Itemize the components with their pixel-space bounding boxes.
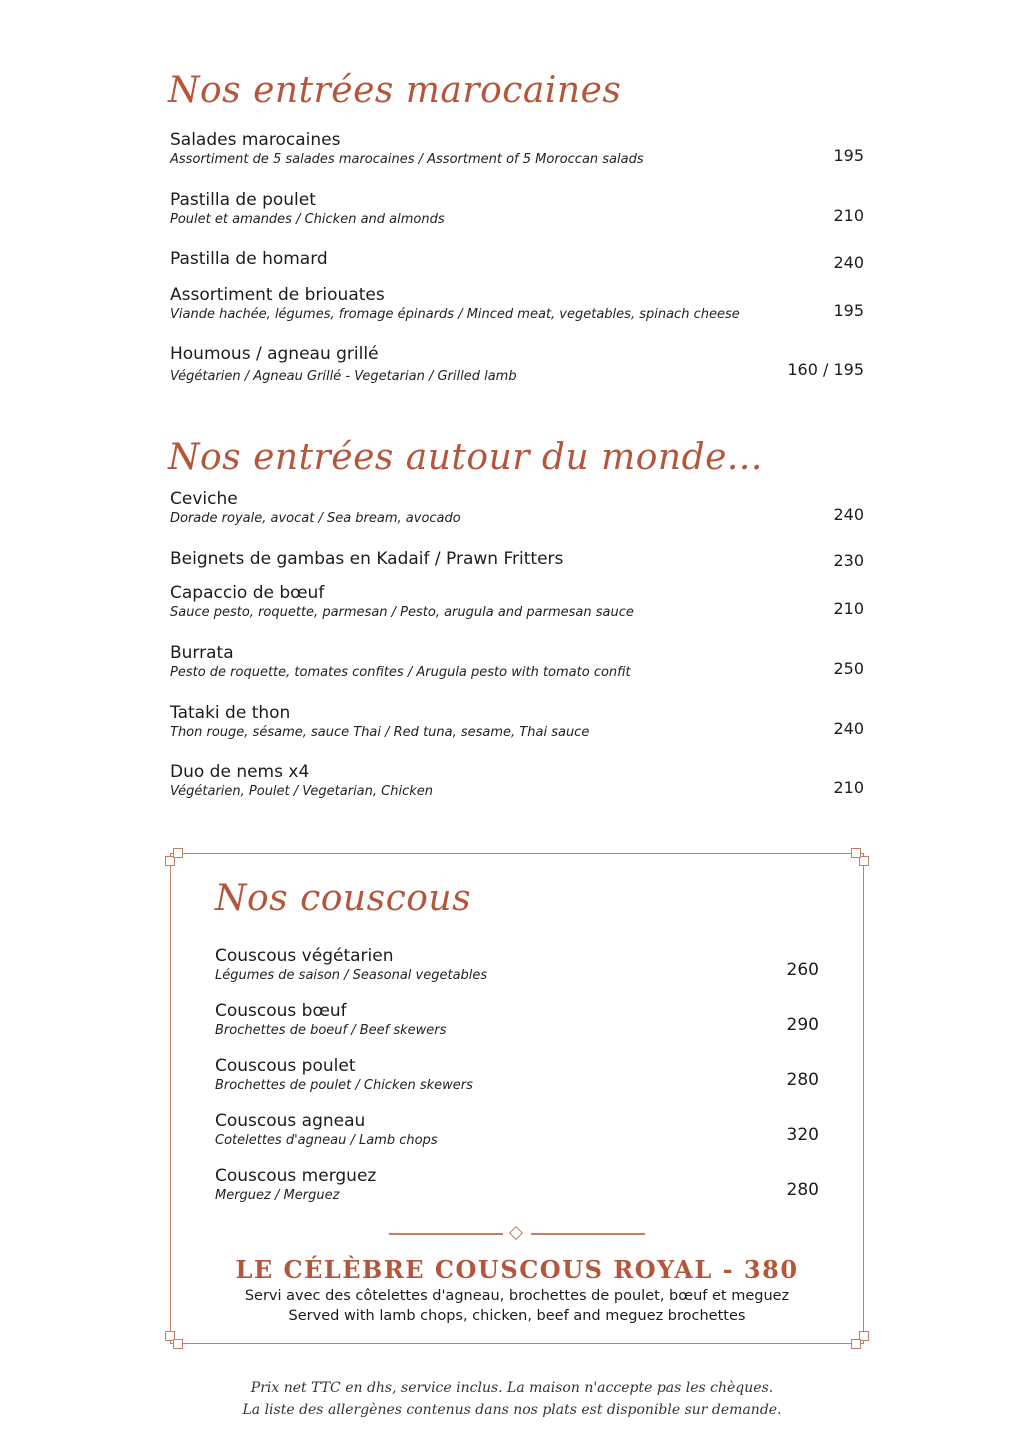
- menu-item: [170, 249, 864, 272]
- item-description: Brochettes de poulet / Chicken skewers: [215, 1078, 473, 1093]
- menu-item: [170, 643, 864, 682]
- item-name: Ceviche: [170, 489, 238, 509]
- menu-item: [170, 703, 864, 742]
- item-price: 240: [833, 719, 864, 738]
- item-name: Couscous végétarien: [215, 946, 394, 966]
- menu-item: [215, 946, 819, 985]
- item-description: Merguez / Merguez: [215, 1188, 340, 1203]
- corner-ornament: [173, 1339, 183, 1349]
- item-description: Viande hachée, légumes, fromage épinards / Minced meat, vegetables, spinach cheese: [170, 307, 740, 322]
- menu-item: [170, 489, 864, 528]
- menu-item: [215, 1056, 819, 1095]
- section-title-moroccan: Nos entrées marocaines: [168, 70, 622, 111]
- item-price: 320: [786, 1125, 819, 1145]
- royal-description-fr: Servi avec des côtelettes d'agneau, brochettes de poulet, bœuf et meguez: [244, 1288, 790, 1304]
- item-description: Végétarien / Agneau Grillé - Vegetarian / Grilled lamb: [170, 369, 517, 384]
- item-price: 210: [833, 778, 864, 797]
- item-name: Couscous agneau: [215, 1111, 366, 1131]
- item-description: Légumes de saison / Seasonal vegetables: [215, 968, 488, 983]
- item-description: Poulet et amandes / Chicken and almonds: [170, 212, 445, 227]
- corner-ornament: [173, 848, 183, 858]
- item-price: 240: [833, 505, 864, 524]
- item-description: Végétarien, Poulet / Vegetarian, Chicken: [170, 784, 433, 799]
- item-price: 280: [786, 1070, 819, 1090]
- menu-item: [215, 1001, 819, 1040]
- item-price: 210: [833, 599, 864, 618]
- ornamental-divider: [389, 1226, 645, 1240]
- section-title-world: Nos entrées autour du monde...: [168, 437, 763, 478]
- item-name: Burrata: [170, 643, 234, 663]
- item-name: Salades marocaines: [170, 130, 341, 150]
- item-price: 160 / 195: [787, 360, 864, 379]
- divider-line: [389, 1233, 503, 1235]
- item-name: Pastilla de poulet: [170, 190, 316, 210]
- item-price: 230: [833, 551, 864, 570]
- royal-description-en: Served with lamb chops, chicken, beef and meguez brochettes: [288, 1308, 746, 1324]
- menu-item: [170, 285, 864, 324]
- item-description: Assortiment de 5 salades marocaines / Assortment of 5 Moroccan salads: [170, 152, 644, 167]
- item-name: Beignets de gambas en Kadaif / Prawn Fritters: [170, 549, 564, 569]
- item-price: 195: [833, 146, 864, 165]
- item-name: Houmous / agneau grillé: [170, 344, 379, 364]
- menu-item: [170, 549, 864, 569]
- item-description: Brochettes de boeuf / Beef skewers: [215, 1023, 447, 1038]
- section-title-couscous: Nos couscous: [215, 878, 472, 919]
- item-price: 250: [833, 659, 864, 678]
- menu-item: [170, 583, 864, 622]
- item-name: Duo de nems x4: [170, 762, 310, 782]
- item-price: 240: [833, 253, 864, 272]
- item-description: Sauce pesto, roquette, parmesan / Pesto, arugula and parmesan sauce: [170, 605, 634, 620]
- divider-line: [531, 1233, 645, 1235]
- royal-couscous-title: LE CÉLÈBRE COUSCOUS ROYAL - 380: [235, 1255, 799, 1284]
- item-name: Assortiment de briouates: [170, 285, 385, 305]
- item-price: 210: [833, 206, 864, 225]
- item-price: 195: [833, 301, 864, 320]
- item-name: Tataki de thon: [170, 703, 291, 723]
- item-name: Capaccio de bœuf: [170, 583, 325, 603]
- corner-ornament: [851, 848, 861, 858]
- menu-item: [170, 344, 864, 386]
- menu-item: [170, 762, 864, 801]
- item-price: 280: [786, 1180, 819, 1200]
- item-price: 290: [786, 1015, 819, 1035]
- footer-note-allergens: La liste des allergènes contenus dans nos plats est disponible sur demande.: [242, 1402, 782, 1418]
- menu-item: [170, 190, 864, 229]
- footer-note-price: Prix net TTC en dhs, service inclus. La maison n'accepte pas les chèques.: [250, 1380, 774, 1396]
- diamond-icon: [509, 1226, 523, 1240]
- item-description: Thon rouge, sésame, sauce Thai / Red tuna, sesame, Thai sauce: [170, 725, 590, 740]
- item-name: Couscous merguez: [215, 1166, 377, 1186]
- item-description: Pesto de roquette, tomates confites / Arugula pesto with tomato confit: [170, 665, 631, 680]
- item-price: 260: [786, 960, 819, 980]
- item-name: Couscous bœuf: [215, 1001, 347, 1021]
- menu-item: [170, 130, 864, 169]
- corner-ornament: [851, 1339, 861, 1349]
- couscous-box: [170, 853, 864, 1344]
- item-name: Couscous poulet: [215, 1056, 356, 1076]
- item-name: Pastilla de homard: [170, 249, 328, 269]
- menu-item: [215, 1111, 819, 1150]
- item-description: Cotelettes d'agneau / Lamb chops: [215, 1133, 438, 1148]
- item-description: Dorade royale, avocat / Sea bream, avocado: [170, 511, 461, 526]
- menu-item: [215, 1166, 819, 1205]
